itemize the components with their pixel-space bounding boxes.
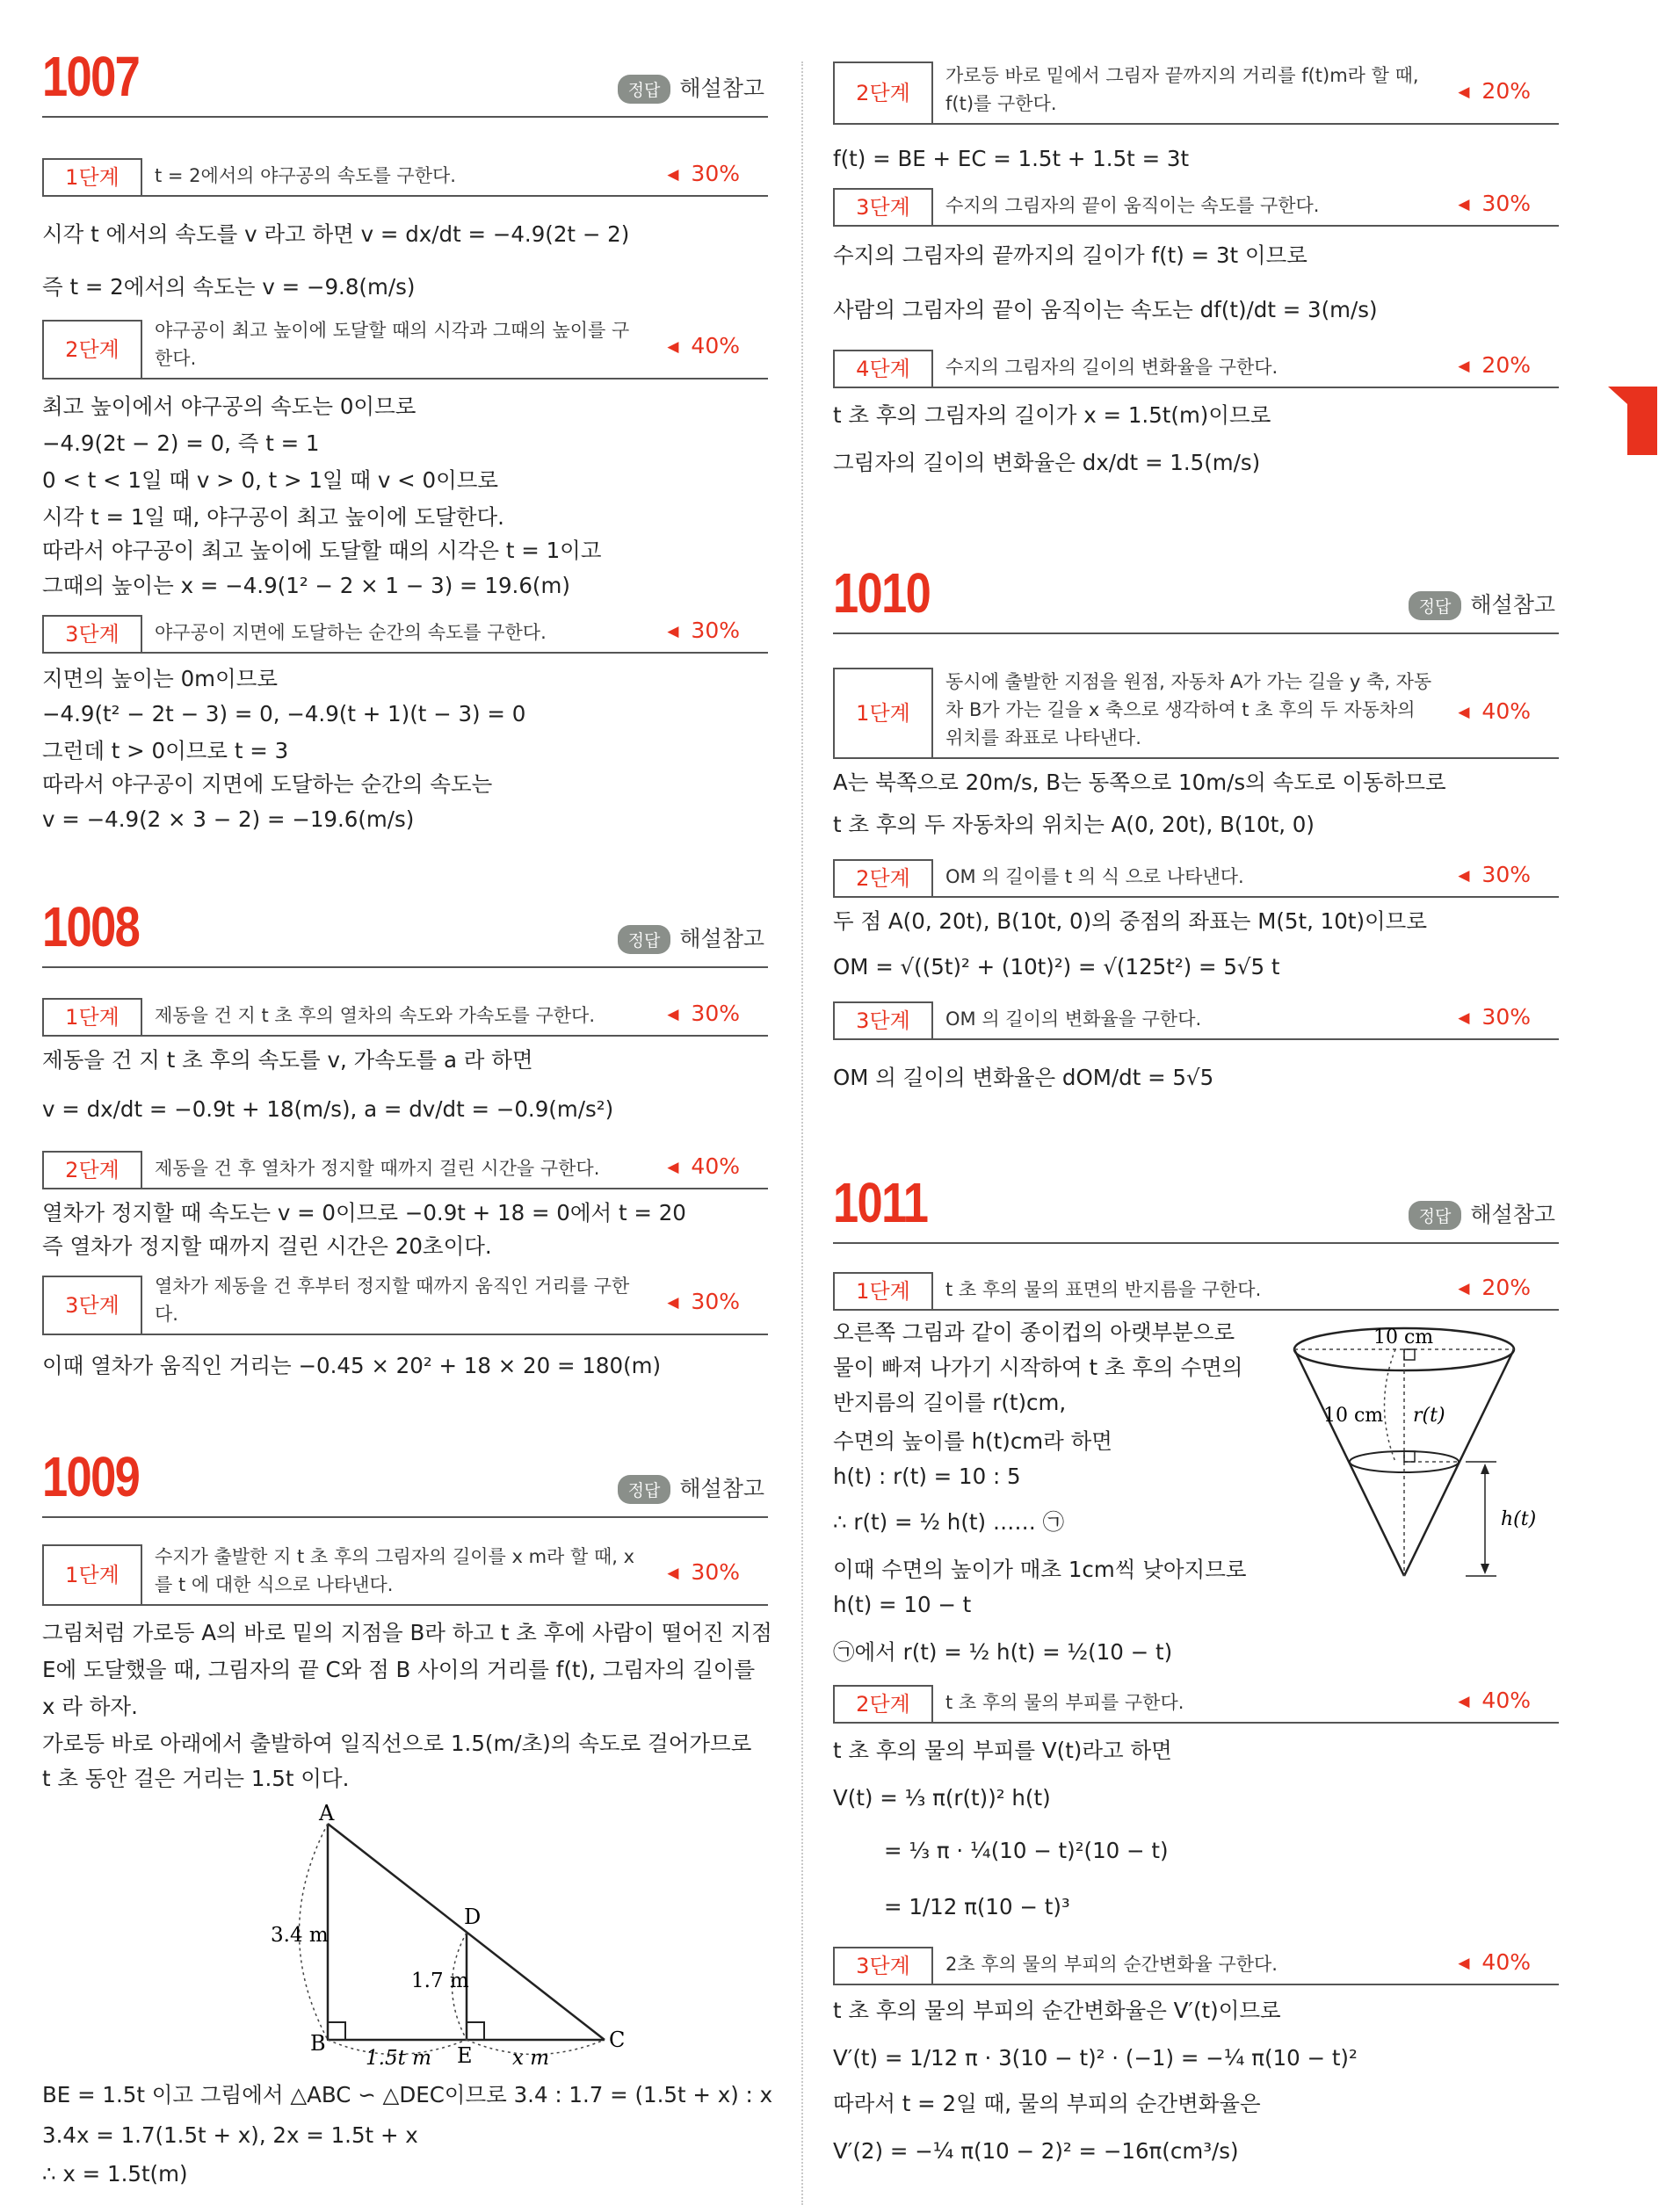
answer-badge: 정답 <box>1409 591 1462 620</box>
solution-line: v = −4.9(2 × 3 − 2) = −19.6(m/s) <box>42 806 415 832</box>
step-percent: ◀ 20% <box>1458 78 1531 104</box>
solution-line: = 1/12 π(10 − t)³ <box>884 1894 1070 1919</box>
solution-line: 최고 높이에서 야구공의 속도는 0이므로 <box>42 394 416 419</box>
paper-cup-cone-figure <box>1290 1314 1545 1604</box>
person-height-label: 1.7 m <box>411 1970 469 1992</box>
solution-line: V(t) = ⅓ π(r(t))² h(t) <box>833 1785 1051 1811</box>
solution-line: 물이 빠져 나가기 시작하여 t 초 후의 수면의 <box>833 1355 1243 1380</box>
solution-line: 그림처럼 가로등 A의 바로 밑의 지점을 B라 하고 t 초 후에 사람이 떨어진 지점 <box>42 1620 772 1645</box>
solution-line: 이때 열차가 움직인 거리는 −0.45 × 20² + 18 × 20 = 180(m) <box>42 1353 662 1378</box>
solution-line: −4.9(2t − 2) = 0, 즉 t = 1 <box>42 430 320 456</box>
step-text: 2초 후의 물의 부피의 순간변화율 구한다. <box>945 1954 1278 1975</box>
solution-line: 따라서 야구공이 지면에 도달하는 순간의 속도는 <box>42 771 493 797</box>
step-percent: ◀ 30% <box>667 161 740 186</box>
step-text: 동시에 출발한 지점을 원점, 자동차 A가 가는 길을 y 축, 자동차 B가 가는 길을 x 축으로 생각하여 t 초 후의 두 자동차의 위치를 좌표로 나타낸다. <box>945 671 1432 748</box>
step-percent: ◀ 30% <box>667 618 740 643</box>
step-1009-3 <box>833 186 1559 227</box>
step-percent: ◀ 40% <box>1458 1688 1531 1713</box>
step-1009-1 <box>42 1543 768 1606</box>
chapter-tab-marker <box>1627 387 1657 455</box>
solution-line: 즉 열차가 정지할 때까지 걸린 시간은 20초이다. <box>42 1233 492 1259</box>
solution-line: 수면의 높이를 h(t)cm라 하면 <box>833 1428 1112 1454</box>
solution-line: 0 < t < 1일 때 v > 0, t > 1일 때 v < 0이므로 <box>42 467 499 493</box>
solution-line: E에 도달했을 때, 그림자의 끝 C와 점 B 사이의 거리를 f(t), 그림자의 길이를 <box>42 1657 756 1682</box>
step-1007-2 <box>42 318 768 380</box>
solution-line: = ⅓ π · ¼(10 − t)²(10 − t) <box>884 1838 1169 1863</box>
step-1007-3 <box>42 613 768 654</box>
solution-line: t 초 후의 물의 부피의 순간변화율은 V′(t)이므로 <box>833 1998 1281 2023</box>
step-percent: ◀ 30% <box>1458 191 1531 216</box>
step-label: 3단계 <box>833 1001 933 1038</box>
step-label: 1단계 <box>833 1272 933 1309</box>
answer-text: 해설참고 <box>1470 1201 1555 1227</box>
problem-number: 1007 <box>42 45 140 108</box>
solution-line: ∴ r(t) = ½ h(t) …… ㉠ <box>833 1509 1065 1535</box>
solution-line: BE = 1.5t 이고 그림에서 △ABC ∽ △DEC이므로 3.4 : 1.7 = (1.5t + x) : x <box>42 2082 773 2107</box>
answer-note <box>1409 1197 1555 1231</box>
step-percent: ◀ 20% <box>1458 1275 1531 1300</box>
answer-badge: 정답 <box>618 75 671 104</box>
solution-line: 제동을 건 지 t 초 후의 속도를 v, 가속도를 a 라 하면 <box>42 1047 533 1073</box>
step-text: 수지의 그림자의 길이의 변화율을 구한다. <box>945 357 1278 378</box>
step-text: 수지의 그림자의 끝이 움직이는 속도를 구한다. <box>945 195 1320 216</box>
step-text: 가로등 바로 밑에서 그림자 끝까지의 거리를 f(t)m라 할 때, f(t)를 구한다. <box>945 65 1419 114</box>
answer-text: 해설참고 <box>679 1475 764 1501</box>
answer-note <box>1409 588 1555 621</box>
step-label: 3단계 <box>833 188 933 225</box>
solution-line: V′(t) = 1/12 π · 3(10 − t)² · (−1) = −¼ π(10 − t)² <box>833 2045 1358 2071</box>
step-text: 수지가 출발한 지 t 초 후의 그림자의 길이를 x m라 할 때, x 를 t 에 대한 식으로 나타낸다. <box>155 1546 635 1595</box>
step-percent: ◀ 30% <box>667 1001 740 1026</box>
step-1009-4 <box>833 348 1559 388</box>
step-label: 1단계 <box>42 998 142 1035</box>
answer-badge: 정답 <box>618 925 671 954</box>
solution-line: 시각 t = 1일 때, 야구공이 최고 높이에 도달한다. <box>42 504 504 530</box>
problem-1011-header <box>833 1172 1559 1244</box>
answer-badge: 정답 <box>1409 1201 1462 1230</box>
step-text: OM 의 길이의 변화율을 구한다. <box>945 1008 1202 1030</box>
solution-line: ㉠에서 r(t) = ½ h(t) = ½(10 − t) <box>833 1639 1173 1665</box>
answer-text: 해설참고 <box>1470 591 1555 618</box>
step-1010-2 <box>833 857 1559 898</box>
step-label: 1단계 <box>42 1544 142 1604</box>
solution-line: t 초 후의 두 자동차의 위치는 A(0, 20t), B(10t, 0) <box>833 812 1315 837</box>
lamp-height-label: 3.4 m <box>271 1924 329 1947</box>
step-text: t = 2에서의 야구공의 속도를 구한다. <box>155 165 456 186</box>
answer-text: 해설참고 <box>679 75 764 101</box>
step-text: 제동을 건 후 열차가 정지할 때까지 걸린 시간을 구한다. <box>155 1158 600 1179</box>
step-1010-3 <box>833 1000 1559 1040</box>
step-label: 1단계 <box>833 668 933 757</box>
step-text: OM 의 길이를 t 의 식 으로 나타낸다. <box>945 866 1244 887</box>
solution-line: 즉 t = 2에서의 속도는 v = −9.8(m/s) <box>42 274 416 300</box>
solution-line: OM 의 길이의 변화율은 dOM/dt = 5√5 <box>833 1065 1214 1090</box>
solution-line: 따라서 t = 2일 때, 물의 부피의 순간변화율은 <box>833 2091 1261 2116</box>
solution-line: 그때의 높이는 x = −4.9(1² − 2 × 1 − 3) = 19.6(m) <box>42 573 570 598</box>
step-1009-2 <box>833 60 1559 125</box>
solution-line: 반지름의 길이를 r(t)cm, <box>833 1390 1067 1415</box>
step-percent: ◀ 40% <box>1458 1949 1531 1975</box>
solution-line: 지면의 높이는 0m이므로 <box>42 666 279 691</box>
water-radius-label: r(t) <box>1413 1405 1445 1427</box>
step-label: 2단계 <box>833 1685 933 1722</box>
solution-line: 그림자의 길이의 변화율은 dx/dt = 1.5(m/s) <box>833 450 1261 475</box>
solution-line: t 초 후의 물의 부피를 V(t)라고 하면 <box>833 1738 1172 1763</box>
point-label-b: B <box>310 2031 326 2056</box>
problem-1010-header <box>833 562 1559 634</box>
answer-note <box>618 922 764 955</box>
step-label: 4단계 <box>833 350 933 387</box>
step-1008-2 <box>42 1149 768 1189</box>
walk-distance-label: 1.5t m <box>366 2047 431 2070</box>
step-text: 야구공이 지면에 도달하는 순간의 속도를 구한다. <box>155 622 547 643</box>
step-percent: ◀ 30% <box>1458 862 1531 887</box>
point-label-d: D <box>464 1905 482 1929</box>
step-percent: ◀ 40% <box>667 333 740 358</box>
problem-number: 1008 <box>42 895 140 958</box>
solution-line: 그런데 t > 0이므로 t = 3 <box>42 738 289 763</box>
point-label-e: E <box>457 2043 473 2068</box>
problem-1009-header <box>42 1446 768 1518</box>
solution-line: 이때 수면의 높이가 매초 1cm씩 낮아지므로 <box>833 1557 1247 1582</box>
solution-line: A는 북쪽으로 20m/s, B는 동쪽으로 10m/s의 속도로 이동하므로 <box>833 770 1446 795</box>
solution-line: t 초 동안 걸은 거리는 1.5t 이다. <box>42 1766 350 1791</box>
solution-line: h(t) : r(t) = 10 : 5 <box>833 1464 1021 1489</box>
step-text: 제동을 건 지 t 초 후의 열차의 속도와 가속도를 구한다. <box>155 1005 595 1026</box>
step-label: 3단계 <box>42 1276 142 1334</box>
step-percent: ◀ 20% <box>1458 352 1531 378</box>
solution-line: 오른쪽 그림과 같이 종이컵의 아랫부분으로 <box>833 1319 1235 1345</box>
solution-line: x 라 하자. <box>42 1694 138 1719</box>
column-divider <box>801 61 803 2205</box>
step-label: 2단계 <box>42 320 142 378</box>
step-label: 1단계 <box>42 158 142 195</box>
step-label: 3단계 <box>833 1947 933 1984</box>
step-1008-1 <box>42 996 768 1037</box>
answer-note <box>618 1471 764 1505</box>
solution-line: t 초 후의 그림자의 길이가 x = 1.5t(m)이므로 <box>833 402 1271 428</box>
solution-line: 가로등 바로 아래에서 출발하여 일직선으로 1.5(m/초)의 속도로 걸어가므로 <box>42 1731 752 1756</box>
step-1011-3 <box>833 1945 1559 1985</box>
answer-badge: 정답 <box>618 1475 671 1504</box>
answer-note <box>618 71 764 105</box>
solution-line: OM = √((5t)² + (10t)²) = √(125t²) = 5√5 t <box>833 954 1280 979</box>
problem-number: 1010 <box>833 561 931 625</box>
problem-number: 1009 <box>42 1445 140 1508</box>
step-label: 3단계 <box>42 615 142 652</box>
cone-height-label: 10 cm <box>1323 1405 1384 1427</box>
step-1008-3 <box>42 1274 768 1335</box>
shadow-triangle-figure <box>218 1801 640 2073</box>
answer-text: 해설참고 <box>679 925 764 951</box>
solution-line: 따라서 야구공이 최고 높이에 도달할 때의 시각은 t = 1이고 <box>42 538 602 563</box>
step-text: t 초 후의 물의 표면의 반지름을 구한다. <box>945 1279 1262 1300</box>
radius-top-label: 10 cm <box>1373 1326 1434 1348</box>
step-label: 2단계 <box>833 859 933 896</box>
solution-line: 두 점 A(0, 20t), B(10t, 0)의 중점의 좌표는 M(5t, 10t)이므로 <box>833 908 1428 934</box>
problem-1007-header <box>42 46 768 118</box>
step-percent: ◀ 30% <box>667 1559 740 1585</box>
problem-number: 1011 <box>833 1171 928 1234</box>
solution-line: 3.4x = 1.7(1.5t + x), 2x = 1.5t + x <box>42 2122 418 2148</box>
solution-line: 수지의 그림자의 끝까지의 길이가 f(t) = 3t 이므로 <box>833 242 1307 268</box>
solution-line: 시각 t 에서의 속도를 v 라고 하면 v = dx/dt = −4.9(2t − 2) <box>42 221 630 247</box>
shadow-length-label: x m <box>512 2047 550 2070</box>
water-height-label: h(t) <box>1501 1508 1537 1530</box>
solution-line: V′(2) = −¼ π(10 − 2)² = −16π(cm³/s) <box>833 2138 1239 2164</box>
step-percent: ◀ 40% <box>1458 698 1531 724</box>
step-percent: ◀ 30% <box>1458 1004 1531 1030</box>
solution-line: f(t) = BE + EC = 1.5t + 1.5t = 3t <box>833 146 1190 171</box>
solution-line: ∴ x = 1.5t(m) <box>42 2161 188 2187</box>
point-label-a: A <box>319 1801 335 1825</box>
solution-line: v = dx/dt = −0.9t + 18(m/s), a = dv/dt = −0.9(m/s²) <box>42 1096 614 1122</box>
step-1010-1 <box>833 666 1559 759</box>
solution-line: −4.9(t² − 2t − 3) = 0, −4.9(t + 1)(t − 3) = 0 <box>42 701 526 726</box>
step-label: 2단계 <box>833 61 933 123</box>
solution-line: 사람의 그림자의 끝이 움직이는 속도는 df(t)/dt = 3(m/s) <box>833 297 1378 322</box>
step-1007-1 <box>42 156 768 197</box>
step-text: 열차가 제동을 건 후부터 정지할 때까지 움직인 거리를 구한다. <box>155 1276 630 1325</box>
solution-line: 열차가 정지할 때 속도는 v = 0이므로 −0.9t + 18 = 0에서 t = 20 <box>42 1200 686 1225</box>
solution-line: h(t) = 10 − t <box>833 1592 972 1617</box>
step-percent: ◀ 30% <box>667 1289 740 1314</box>
step-1011-2 <box>833 1683 1559 1724</box>
problem-1008-header <box>42 896 768 968</box>
step-label: 2단계 <box>42 1151 142 1188</box>
step-text: t 초 후의 물의 부피를 구한다. <box>945 1692 1184 1713</box>
step-percent: ◀ 40% <box>667 1153 740 1179</box>
step-1011-1 <box>833 1270 1559 1311</box>
point-label-c: C <box>609 2028 626 2052</box>
step-text: 야구공이 최고 높이에 도달할 때의 시각과 그때의 높이를 구한다. <box>155 320 630 369</box>
